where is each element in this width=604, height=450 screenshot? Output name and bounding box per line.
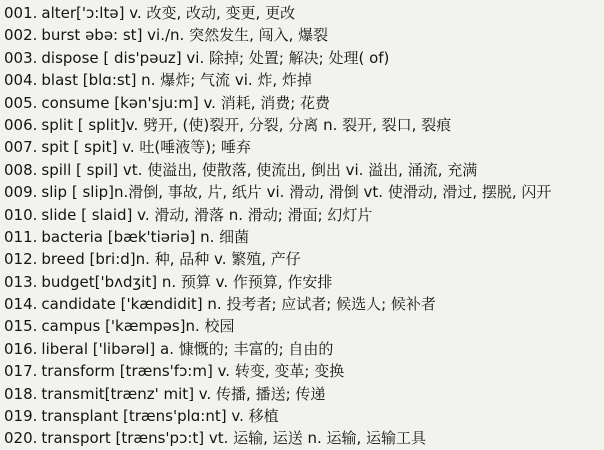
entry-text: transform [træns'fɔ:m] v. 转变, 变革; 变换 bbox=[41, 362, 345, 381]
entry-text: transmit[trænz' mit] v. 传播, 播送; 传递 bbox=[41, 384, 326, 403]
entry-number: 011. bbox=[4, 227, 38, 246]
entry-text: candidate ['kændidit] n. 投考者; 应试者; 候选人; 候补者 bbox=[41, 295, 436, 314]
entry-text: spit [ spit] v. 吐(唾液等); 唾弃 bbox=[41, 138, 251, 157]
list-item bbox=[0, 204, 604, 226]
list-item bbox=[0, 136, 604, 158]
entry-number: 014. bbox=[4, 295, 38, 314]
entry-text: consume [kən'sju:m] v. 消耗, 消费; 花费 bbox=[41, 93, 331, 112]
entry-number: 016. bbox=[4, 339, 38, 358]
entry-text: transplant [træns'plɑ:nt] v. 移植 bbox=[41, 407, 279, 426]
entry-text: campus ['kæmpəs]n. 校园 bbox=[41, 317, 235, 336]
entry-number: 002. bbox=[4, 26, 38, 45]
entry-number: 008. bbox=[4, 160, 38, 179]
entry-number: 009. bbox=[4, 183, 38, 202]
entry-number: 003. bbox=[4, 48, 38, 67]
entry-text: breed [bri:d]n. 种, 品种 v. 繁殖, 产仔 bbox=[41, 250, 301, 269]
list-item bbox=[0, 248, 604, 270]
entry-number: 006. bbox=[4, 115, 38, 134]
list-item bbox=[0, 271, 604, 293]
entry-text: bacteria [bæk'tiəriə] n. 细菌 bbox=[41, 227, 250, 246]
entry-text: split [ split]v. 劈开, (使)裂开, 分裂, 分离 n. 裂开, 裂口, 裂痕 bbox=[41, 115, 452, 134]
list-item bbox=[0, 2, 604, 24]
entry-text: liberal ['libərəl] a. 慷慨的; 丰富的; 自由的 bbox=[41, 339, 334, 358]
entry-number: 004. bbox=[4, 71, 38, 90]
entry-number: 001. bbox=[4, 4, 38, 22]
entry-text: burst əbə: st] vi./n. 突然发生, 闯入, 爆裂 bbox=[41, 26, 329, 45]
entry-number: 010. bbox=[4, 205, 38, 224]
entry-number: 019. bbox=[4, 407, 38, 426]
entry-number: 020. bbox=[4, 429, 38, 448]
list-item bbox=[0, 383, 604, 405]
entry-text: dispose [ dis'pəuz] vi. 除掉; 处置; 解决; 处理( of) bbox=[41, 48, 390, 67]
entry-text: alter['ɔ:ltə] v. 改变, 改动, 变更, 更改 bbox=[41, 4, 296, 22]
entry-text: slide [ slaid] v. 滑动, 滑落 n. 滑动; 滑面; 幻灯片 bbox=[41, 205, 373, 224]
entry-number: 018. bbox=[4, 384, 38, 403]
list-item bbox=[0, 360, 604, 382]
list-item bbox=[0, 181, 604, 203]
list-item bbox=[0, 114, 604, 136]
list-item bbox=[0, 315, 604, 337]
entry-number: 015. bbox=[4, 317, 38, 336]
list-item bbox=[0, 338, 604, 360]
entry-text: blast [blɑ:st] n. 爆炸; 气流 vi. 炸, 炸掉 bbox=[41, 71, 312, 90]
entry-number: 017. bbox=[4, 362, 38, 381]
entry-number: 013. bbox=[4, 272, 38, 291]
list-item bbox=[0, 293, 604, 315]
list-item bbox=[0, 69, 604, 91]
entry-text: transport [træns'pɔ:t] vt. 运输, 运送 n. 运输, 运输工具 bbox=[41, 429, 427, 448]
list-item bbox=[0, 226, 604, 248]
entry-number: 007. bbox=[4, 138, 38, 157]
entry-text: budget['bʌdʒit] n. 预算 v. 作预算, 作安排 bbox=[41, 272, 333, 291]
list-item bbox=[0, 159, 604, 181]
list-item bbox=[0, 405, 604, 427]
list-item bbox=[0, 427, 604, 449]
list-item bbox=[0, 92, 604, 114]
entry-number: 012. bbox=[4, 250, 38, 269]
entry-text: slip [ slip]n.滑倒, 事故, 片, 纸片 vi. 滑动, 滑倒 vt. 使滑动, 滑过, 摆脱, 闪开 bbox=[41, 183, 552, 202]
list-item bbox=[0, 24, 604, 46]
list-item bbox=[0, 47, 604, 69]
entry-text: spill [ spil] vt. 使溢出, 使散落, 使流出, 倒出 vi. 溢出, 涌流, 充满 bbox=[41, 160, 478, 179]
entry-number: 005. bbox=[4, 93, 38, 112]
